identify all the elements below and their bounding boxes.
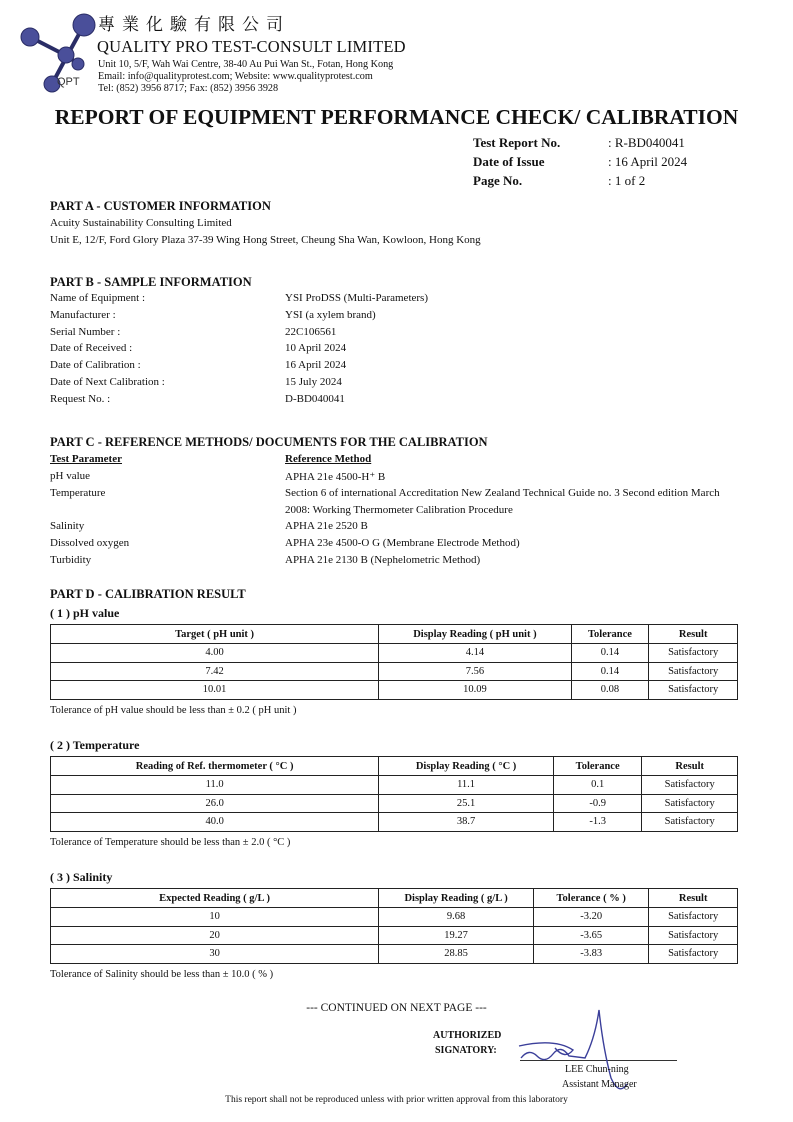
table-header-row xyxy=(51,625,738,644)
table-cell: 11.0 xyxy=(51,776,379,795)
table-cell: 30 xyxy=(51,945,379,964)
sample-info-label: Name of Equipment : xyxy=(50,292,146,304)
column-header: Expected Reading ( g/L ) xyxy=(51,889,379,908)
company-logo xyxy=(12,8,97,93)
sample-info-label: Date of Calibration : xyxy=(50,359,141,372)
table-header-row xyxy=(51,757,738,776)
table-cell: Satisfactory xyxy=(642,794,738,813)
reference-method: APHA 23e 4500-O G (Membrane Electrode Method) xyxy=(285,537,520,550)
test-parameter: Salinity xyxy=(50,520,85,533)
table-cell: Satisfactory xyxy=(649,926,738,945)
table-cell: 9.68 xyxy=(379,908,534,927)
calibration-table xyxy=(50,624,738,700)
table-cell: 4.00 xyxy=(51,644,379,663)
table-cell: 28.85 xyxy=(379,945,534,964)
table-row xyxy=(51,662,738,681)
table-cell: 38.7 xyxy=(379,813,554,832)
signer-name: LEE Chun-ning xyxy=(565,1064,629,1075)
disclaimer: This report shall not be reproduced unless with prior written approval from this laboratory xyxy=(225,1095,568,1105)
continued-notice: --- CONTINUED ON NEXT PAGE --- xyxy=(306,1002,487,1014)
table-cell: -0.9 xyxy=(553,794,642,813)
table-cell: 0.1 xyxy=(553,776,642,795)
table-row xyxy=(51,908,738,927)
test-parameter: Dissolved oxygen xyxy=(50,537,130,550)
table-cell: Satisfactory xyxy=(649,945,738,964)
table-cell: -1.3 xyxy=(553,813,642,832)
reference-method: APHA 21e 2130 B (Nephelometric Method) xyxy=(285,554,481,566)
table-cell: 7.42 xyxy=(51,662,379,681)
table-row xyxy=(51,926,738,945)
meta-value: : 16 April 2024 xyxy=(608,154,688,169)
test-parameter-header: Test Parameter xyxy=(50,453,122,465)
table-header-row xyxy=(51,889,738,908)
column-header: Result xyxy=(649,889,738,908)
meta-value: : 1 of 2 xyxy=(608,173,646,188)
customer-name: Acuity Sustainability Consulting Limited xyxy=(50,217,232,229)
reference-method: Section 6 of international Accreditation New Zealand Technical Guide no. 3 Second edition March xyxy=(285,486,720,499)
table-cell: -3.65 xyxy=(534,926,649,945)
sample-info-value: D-BD040041 xyxy=(285,392,345,405)
svg-text:QPT: QPT xyxy=(57,76,80,88)
table-row xyxy=(51,776,738,795)
signatory-label: SIGNATORY: xyxy=(435,1045,497,1056)
table-cell: Satisfactory xyxy=(649,662,738,681)
authorized-label: AUTHORIZED xyxy=(433,1030,502,1041)
column-header: Result xyxy=(649,625,738,644)
table-cell: 19.27 xyxy=(379,926,534,945)
section-title: ( 2 ) Temperature xyxy=(50,738,140,752)
company-tel-fax: Tel: (852) 3956 8717; Fax: (852) 3956 3928 xyxy=(98,83,279,94)
column-header: Target ( pH unit ) xyxy=(51,625,379,644)
signer-title: Assistant Manager xyxy=(562,1079,637,1090)
column-header: Reading of Ref. thermometer ( °C ) xyxy=(51,757,379,776)
table-cell: 11.1 xyxy=(379,776,554,795)
customer-address: Unit E, 12/F, Ford Glory Plaza 37-39 Wing Hong Street, Cheung Sha Wan, Kowloon, Hong Kong xyxy=(50,234,481,246)
table-row xyxy=(51,813,738,832)
reference-method: APHA 21e 2520 B xyxy=(285,520,368,533)
column-header: Display Reading ( g/L ) xyxy=(379,889,534,908)
section-title: ( 3 ) Salinity xyxy=(50,870,113,884)
table-cell: Satisfactory xyxy=(649,908,738,927)
column-header: Tolerance xyxy=(571,625,649,644)
table-row xyxy=(51,681,738,700)
part-b-heading: PART B - SAMPLE INFORMATION xyxy=(50,275,252,289)
company-email-web: Email: info@qualityprotest.com; Website: www.qualityprotest.com xyxy=(98,71,373,82)
part-a-heading: PART A - CUSTOMER INFORMATION xyxy=(50,199,271,213)
calibration-table xyxy=(50,756,738,832)
table-cell: 10 xyxy=(51,908,379,927)
test-parameter: Turbidity xyxy=(50,554,92,566)
table-cell: 20 xyxy=(51,926,379,945)
meta-value: : R-BD040041 xyxy=(608,135,685,150)
reference-method: APHA 21e 4500-H⁺ B xyxy=(285,471,386,483)
table-cell: -3.20 xyxy=(534,908,649,927)
table-cell: 7.56 xyxy=(379,662,572,681)
sample-info-value: 10 April 2024 xyxy=(285,342,347,355)
sample-info-label: Serial Number : xyxy=(50,325,121,338)
section-title: ( 1 ) pH value xyxy=(50,606,120,620)
tolerance-note: Tolerance of pH value should be less than ± 0.2 ( pH unit ) xyxy=(50,705,297,716)
sample-info-label: Manufacturer : xyxy=(50,308,116,321)
table-cell: -3.83 xyxy=(534,945,649,964)
test-parameter: pH value xyxy=(50,470,91,482)
test-parameter: Temperature xyxy=(50,486,106,499)
meta-label: Page No. xyxy=(473,173,523,188)
report-title: REPORT OF EQUIPMENT PERFORMANCE CHECK/ CALIBRATION xyxy=(54,105,739,129)
sample-info-value: YSI (a xylem brand) xyxy=(285,308,376,321)
table-cell: Satisfactory xyxy=(642,813,738,832)
sample-info-value: 16 April 2024 xyxy=(285,359,347,372)
table-cell: 25.1 xyxy=(379,794,554,813)
table-cell: 10.09 xyxy=(379,681,572,700)
table-cell: 0.08 xyxy=(571,681,649,700)
tolerance-note: Tolerance of Temperature should be less than ± 2.0 ( °C ) xyxy=(50,837,291,848)
column-header: Tolerance xyxy=(553,757,642,776)
reference-method: 2008: Working Thermometer Calibration Procedure xyxy=(285,503,513,516)
table-cell: 4.14 xyxy=(379,644,572,663)
column-header: Display Reading ( pH unit ) xyxy=(379,625,572,644)
company-chinese-name: 專業化驗有限公司 xyxy=(98,15,290,34)
table-cell: 0.14 xyxy=(571,662,649,681)
sample-info-label: Date of Received : xyxy=(50,342,133,355)
sample-info-value: 15 July 2024 xyxy=(285,376,342,388)
company-name: QUALITY PRO TEST-CONSULT LIMITED xyxy=(97,37,406,56)
table-cell: Satisfactory xyxy=(642,776,738,795)
table-cell: 10.01 xyxy=(51,681,379,700)
table-row xyxy=(51,644,738,663)
sample-info-label: Request No. : xyxy=(50,392,111,405)
column-header: Tolerance ( % ) xyxy=(534,889,649,908)
column-header: Display Reading ( °C ) xyxy=(379,757,554,776)
meta-label: Test Report No. xyxy=(473,135,561,150)
table-cell: 40.0 xyxy=(51,813,379,832)
part-d-heading: PART D - CALIBRATION RESULT xyxy=(50,587,246,601)
tolerance-note: Tolerance of Salinity should be less than ± 10.0 ( % ) xyxy=(50,969,274,980)
column-header: Result xyxy=(642,757,738,776)
table-cell: 0.14 xyxy=(571,644,649,663)
sample-info-label: Date of Next Calibration : xyxy=(50,376,165,388)
table-cell: Satisfactory xyxy=(649,681,738,700)
company-address: Unit 10, 5/F, Wah Wai Centre, 38-40 Au Pui Wan St., Fotan, Hong Kong xyxy=(98,59,394,70)
table-cell: 26.0 xyxy=(51,794,379,813)
meta-label: Date of Issue xyxy=(473,154,545,169)
sample-info-value: 22C106561 xyxy=(285,325,337,338)
table-row xyxy=(51,945,738,964)
part-c-heading: PART C - REFERENCE METHODS/ DOCUMENTS FOR THE CALIBRATION xyxy=(50,435,488,449)
sample-info-value: YSI ProDSS (Multi-Parameters) xyxy=(285,292,428,304)
table-row xyxy=(51,794,738,813)
calibration-table xyxy=(50,888,738,964)
reference-method-header: Reference Method xyxy=(285,453,372,465)
table-cell: Satisfactory xyxy=(649,644,738,663)
